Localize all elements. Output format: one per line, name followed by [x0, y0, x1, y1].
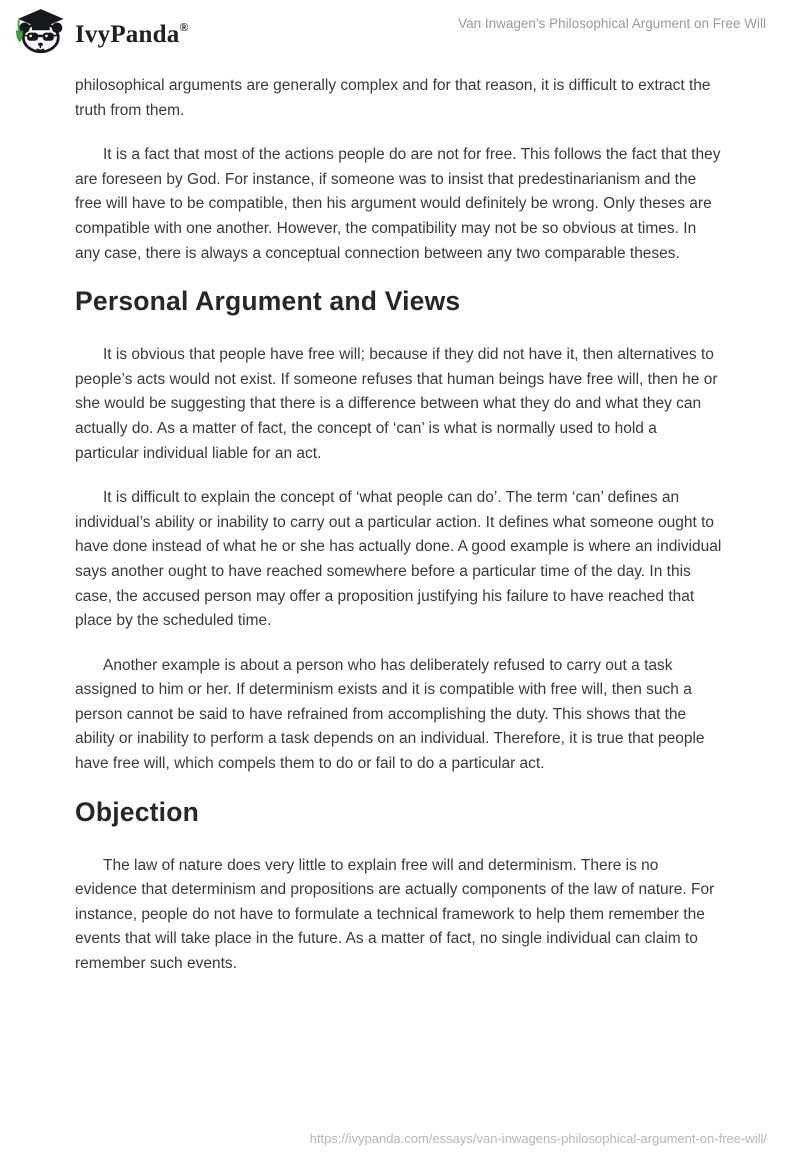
paragraph: The law of nature does very little to explain free will and determinism. There is no evidence that determinism and propositions are actually components of the law of nature. For instance, people do not have to formulate a technical framework to help them remember the events that will take place in the future. As a matter of fact, no single individual can claim to remember such events.: [75, 856, 715, 973]
paragraph: It is obvious that people have free will; because if they did not have it, then alternatives to people’s acts would not exist. If someone refuses that human beings have free will, then he or she would be suggesting that there is a difference between what they do and what they can actually do. As a matter of fact, the concept of ‘can’ is what is normally used to hold a particular individual liable for an act.: [75, 346, 718, 462]
panda-graduation-cap-icon: [14, 6, 66, 56]
paragraph: It is difficult to explain the concept of ‘what people can do’. The term ‘can’ defines an individual’s ability or inability to carry out a particular action. It defines what someone ought to have done instead of what he or she has actually done. A good example is where an individual says another ought to have reached somewhere before a particular time of the day. In this case, the accused person may offer a proposition justifying his failure to have reached that place by the scheduled time.: [75, 489, 722, 630]
section-heading-personal-argument: Personal Argument and Views: [75, 286, 461, 317]
registered-trademark: ®: [179, 20, 189, 34]
page-footer: [310, 1130, 767, 1148]
paragraph: philosophical arguments are generally complex and for that reason, it is difficult to extract the truth from them.: [75, 77, 711, 119]
brand-name: IvyPanda®: [75, 20, 189, 48]
source-url-link[interactable]: https://ivypanda.com/essays/van-inwagens-philosophical-argument-on-free-will/: [309, 1131, 767, 1146]
section-heading-objection: Objection: [75, 796, 200, 827]
brand-logo: [14, 6, 189, 56]
paragraph: It is a fact that most of the actions people do are not for free. This follows the fact that they are foreseen by God. For instance, if someone was to insist that predestinarianism and the free will have to be compatible, then his argument would definitely be wrong. Only theses are compatible with one another. However, the compatibility may not be so obvious at times. In any case, there is always a conceptual connection between any two comparable theses.: [75, 146, 721, 262]
essay-content: [0, 62, 800, 977]
document-title: Van Inwagen’s Philosophical Argument on Free Will: [458, 16, 766, 31]
page-header: [0, 0, 800, 62]
paragraph: Another example is about a person who has deliberately refused to carry out a task assigned to him or her. If determinism exists and it is compatible with free will, then such a person cannot be said to have refrained from accomplishing the duty. This shows that the ability or inability to perform a task depends on an individual. Therefore, it is true that people have free will, which compels them to do or fail to do a particular act.: [75, 656, 705, 773]
